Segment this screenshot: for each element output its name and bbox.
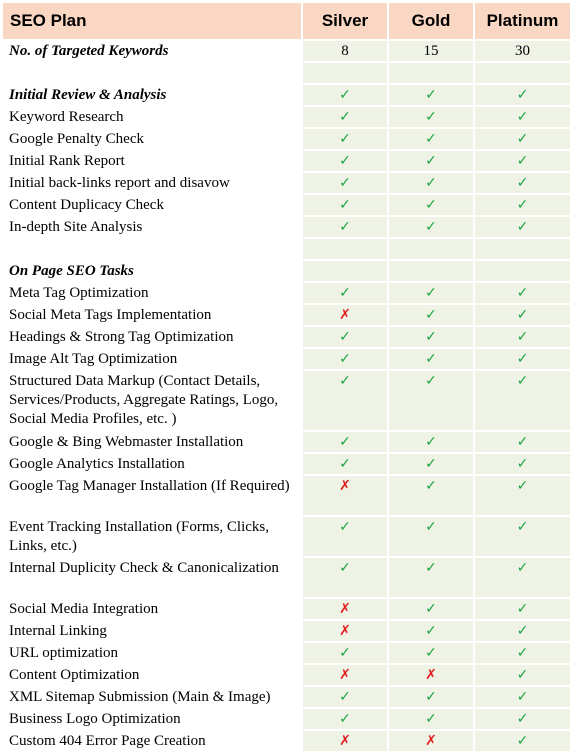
tier-cell-platinum bbox=[474, 730, 571, 752]
feature-row bbox=[2, 664, 571, 686]
check-icon: ✓ bbox=[516, 219, 529, 235]
cross-icon: ✗ bbox=[339, 733, 351, 749]
feature-label: Structured Data Markup (Contact Details, Services/Products, Aggregate Ratings, Logo, Social Media Profiles, etc. ) bbox=[2, 370, 302, 431]
check-icon: ✓ bbox=[339, 560, 351, 576]
check-icon: ✓ bbox=[516, 601, 529, 617]
tier-cell-silver bbox=[302, 516, 388, 557]
cross-icon: ✗ bbox=[339, 667, 351, 683]
check-icon: ✓ bbox=[425, 87, 437, 103]
spacer-row bbox=[2, 62, 571, 84]
tier-cell-gold bbox=[388, 664, 474, 686]
tier-cell-gold bbox=[388, 106, 474, 128]
tier-cell-gold bbox=[388, 62, 474, 84]
cross-icon: ✗ bbox=[339, 601, 351, 617]
tier-cell-gold bbox=[388, 304, 474, 326]
check-icon: ✓ bbox=[339, 197, 351, 213]
tier-cell-gold bbox=[388, 598, 474, 620]
feature-row bbox=[2, 708, 571, 730]
tier-cell-gold bbox=[388, 620, 474, 642]
tier-cell-gold bbox=[388, 150, 474, 172]
check-icon: ✓ bbox=[516, 153, 529, 169]
tier-cell-silver bbox=[302, 475, 388, 516]
feature-row bbox=[2, 557, 571, 598]
feature-row bbox=[2, 475, 571, 516]
check-icon: ✓ bbox=[425, 285, 437, 301]
tier-cell-silver bbox=[302, 557, 388, 598]
tier-cell-silver bbox=[302, 62, 388, 84]
feature-label: URL optimization bbox=[2, 642, 302, 664]
feature-label: Content Optimization bbox=[2, 664, 302, 686]
tier-cell-silver bbox=[302, 304, 388, 326]
tier-cell-platinum bbox=[474, 620, 571, 642]
check-icon: ✓ bbox=[516, 456, 529, 472]
section-title: Initial Review & Analysis bbox=[2, 84, 302, 106]
feature-row bbox=[2, 453, 571, 475]
feature-label: Google Tag Manager Installation (If Required) bbox=[2, 475, 302, 516]
tier-cell-gold bbox=[388, 216, 474, 238]
check-icon: ✓ bbox=[339, 689, 351, 705]
feature-label: Event Tracking Installation (Forms, Clicks, Links, etc.) bbox=[2, 516, 302, 557]
table-header bbox=[2, 2, 571, 40]
check-icon: ✓ bbox=[516, 733, 529, 749]
check-icon: ✓ bbox=[516, 175, 529, 191]
tier-cell-gold bbox=[388, 260, 474, 282]
check-icon: ✓ bbox=[339, 285, 351, 301]
tier-cell-silver bbox=[302, 642, 388, 664]
keyword-count-platinum: 30 bbox=[474, 40, 571, 62]
tier-cell-gold bbox=[388, 128, 474, 150]
tier-cell-platinum bbox=[474, 664, 571, 686]
tier-cell-platinum bbox=[474, 642, 571, 664]
check-icon: ✓ bbox=[516, 519, 529, 535]
tier-cell-gold bbox=[388, 194, 474, 216]
check-icon: ✓ bbox=[339, 456, 351, 472]
tier-cell-platinum bbox=[474, 453, 571, 475]
tier-cell-silver bbox=[302, 194, 388, 216]
check-icon: ✓ bbox=[425, 373, 437, 389]
seo-plan-heading: SEO Plan bbox=[2, 2, 302, 40]
tier-cell-gold bbox=[388, 730, 474, 752]
check-icon: ✓ bbox=[425, 645, 437, 661]
tier-cell-platinum bbox=[474, 62, 571, 84]
feature-row bbox=[2, 194, 571, 216]
check-icon: ✓ bbox=[425, 456, 437, 472]
check-icon: ✓ bbox=[425, 601, 437, 617]
tier-cell-silver bbox=[302, 686, 388, 708]
tier-cell-gold bbox=[388, 431, 474, 453]
feature-row bbox=[2, 348, 571, 370]
check-icon: ✓ bbox=[425, 623, 437, 639]
check-icon: ✓ bbox=[516, 478, 529, 494]
check-icon: ✓ bbox=[425, 329, 437, 345]
check-icon: ✓ bbox=[425, 478, 437, 494]
feature-label: Social Media Integration bbox=[2, 598, 302, 620]
tier-cell-gold bbox=[388, 84, 474, 106]
tier-cell-silver bbox=[302, 453, 388, 475]
feature-label: Initial back-links report and disavow bbox=[2, 172, 302, 194]
keyword-count-gold: 15 bbox=[388, 40, 474, 62]
tier-cell-gold bbox=[388, 172, 474, 194]
feature-row bbox=[2, 686, 571, 708]
tier-cell-platinum bbox=[474, 282, 571, 304]
check-icon: ✓ bbox=[516, 560, 529, 576]
check-icon: ✓ bbox=[339, 645, 351, 661]
check-icon: ✓ bbox=[425, 197, 437, 213]
tier-cell-silver bbox=[302, 598, 388, 620]
check-icon: ✓ bbox=[425, 434, 437, 450]
feature-row bbox=[2, 598, 571, 620]
check-icon: ✓ bbox=[516, 667, 529, 683]
cross-icon: ✗ bbox=[425, 667, 437, 683]
tier-cell-platinum bbox=[474, 348, 571, 370]
tier-cell-gold bbox=[388, 708, 474, 730]
tier-cell-silver bbox=[302, 128, 388, 150]
check-icon: ✓ bbox=[339, 329, 351, 345]
tier-cell-gold bbox=[388, 557, 474, 598]
feature-row bbox=[2, 516, 571, 557]
tier-cell-platinum bbox=[474, 708, 571, 730]
check-icon: ✓ bbox=[516, 689, 529, 705]
check-icon: ✓ bbox=[339, 373, 351, 389]
tier-cell-gold bbox=[388, 238, 474, 260]
check-icon: ✓ bbox=[516, 131, 529, 147]
feature-row bbox=[2, 150, 571, 172]
feature-label: No. of Targeted Keywords bbox=[2, 40, 302, 62]
section-row bbox=[2, 84, 571, 106]
check-icon: ✓ bbox=[425, 307, 437, 323]
tier-cell-platinum bbox=[474, 150, 571, 172]
tier-cell-platinum bbox=[474, 238, 571, 260]
feature-label: Image Alt Tag Optimization bbox=[2, 348, 302, 370]
feature-label: Content Duplicacy Check bbox=[2, 194, 302, 216]
tier-cell-platinum bbox=[474, 557, 571, 598]
check-icon: ✓ bbox=[516, 373, 529, 389]
tier-cell-platinum bbox=[474, 326, 571, 348]
check-icon: ✓ bbox=[425, 351, 437, 367]
spacer-cell bbox=[2, 238, 302, 260]
check-icon: ✓ bbox=[516, 351, 529, 367]
section-row bbox=[2, 260, 571, 282]
check-icon: ✓ bbox=[516, 434, 529, 450]
tier-cell-silver bbox=[302, 730, 388, 752]
tier-cell-silver bbox=[302, 84, 388, 106]
cross-icon: ✗ bbox=[339, 623, 351, 639]
table-body bbox=[2, 40, 571, 752]
tier-cell-silver bbox=[302, 708, 388, 730]
tier-cell-gold bbox=[388, 516, 474, 557]
tier-cell-platinum bbox=[474, 260, 571, 282]
check-icon: ✓ bbox=[425, 689, 437, 705]
tier-cell-silver bbox=[302, 238, 388, 260]
keyword-count-silver: 8 bbox=[302, 40, 388, 62]
tier-cell-platinum bbox=[474, 431, 571, 453]
feature-label: Internal Duplicity Check & Canonicalization bbox=[2, 557, 302, 598]
check-icon: ✓ bbox=[425, 219, 437, 235]
tier-cell-silver bbox=[302, 106, 388, 128]
tier-cell-silver bbox=[302, 431, 388, 453]
tier-cell-silver bbox=[302, 172, 388, 194]
check-icon: ✓ bbox=[339, 131, 351, 147]
feature-label: Google Analytics Installation bbox=[2, 453, 302, 475]
feature-row bbox=[2, 304, 571, 326]
cross-icon: ✗ bbox=[339, 307, 351, 323]
feature-label: Headings & Strong Tag Optimization bbox=[2, 326, 302, 348]
tier-cell-platinum bbox=[474, 84, 571, 106]
check-icon: ✓ bbox=[516, 285, 529, 301]
tier-cell-gold bbox=[388, 453, 474, 475]
tier-cell-silver bbox=[302, 216, 388, 238]
tier-heading-silver: Silver bbox=[302, 2, 388, 40]
feature-row bbox=[2, 730, 571, 752]
feature-label: Google Penalty Check bbox=[2, 128, 302, 150]
check-icon: ✓ bbox=[339, 219, 351, 235]
check-icon: ✓ bbox=[339, 109, 351, 125]
tier-cell-platinum bbox=[474, 475, 571, 516]
tier-cell-platinum bbox=[474, 172, 571, 194]
feature-label: In-depth Site Analysis bbox=[2, 216, 302, 238]
feature-row bbox=[2, 370, 571, 431]
feature-label: Custom 404 Error Page Creation bbox=[2, 730, 302, 752]
check-icon: ✓ bbox=[339, 153, 351, 169]
tier-cell-platinum bbox=[474, 194, 571, 216]
check-icon: ✓ bbox=[425, 131, 437, 147]
tier-cell-silver bbox=[302, 348, 388, 370]
check-icon: ✓ bbox=[425, 560, 437, 576]
tier-cell-gold bbox=[388, 326, 474, 348]
tier-cell-platinum bbox=[474, 128, 571, 150]
check-icon: ✓ bbox=[339, 175, 351, 191]
check-icon: ✓ bbox=[339, 519, 351, 535]
tier-cell-silver bbox=[302, 260, 388, 282]
tier-cell-gold bbox=[388, 348, 474, 370]
feature-row bbox=[2, 128, 571, 150]
tier-cell-platinum bbox=[474, 304, 571, 326]
tier-cell-gold bbox=[388, 686, 474, 708]
check-icon: ✓ bbox=[516, 307, 529, 323]
feature-label: Internal Linking bbox=[2, 620, 302, 642]
feature-row bbox=[2, 216, 571, 238]
feature-label: Initial Rank Report bbox=[2, 150, 302, 172]
feature-row bbox=[2, 106, 571, 128]
check-icon: ✓ bbox=[425, 711, 437, 727]
check-icon: ✓ bbox=[516, 711, 529, 727]
check-icon: ✓ bbox=[516, 197, 529, 213]
tier-cell-platinum bbox=[474, 516, 571, 557]
tier-cell-gold bbox=[388, 282, 474, 304]
tier-cell-gold bbox=[388, 475, 474, 516]
check-icon: ✓ bbox=[339, 351, 351, 367]
feature-label: Meta Tag Optimization bbox=[2, 282, 302, 304]
spacer-cell bbox=[2, 62, 302, 84]
feature-label: Google & Bing Webmaster Installation bbox=[2, 431, 302, 453]
tier-cell-silver bbox=[302, 282, 388, 304]
check-icon: ✓ bbox=[339, 711, 351, 727]
check-icon: ✓ bbox=[425, 175, 437, 191]
tier-cell-gold bbox=[388, 642, 474, 664]
feature-row bbox=[2, 620, 571, 642]
tier-cell-platinum bbox=[474, 216, 571, 238]
check-icon: ✓ bbox=[425, 153, 437, 169]
cross-icon: ✗ bbox=[339, 478, 351, 494]
tier-cell-silver bbox=[302, 150, 388, 172]
check-icon: ✓ bbox=[425, 109, 437, 125]
check-icon: ✓ bbox=[516, 329, 529, 345]
section-title: On Page SEO Tasks bbox=[2, 260, 302, 282]
feature-label: Keyword Research bbox=[2, 106, 302, 128]
check-icon: ✓ bbox=[516, 109, 529, 125]
seo-plan-table bbox=[2, 2, 571, 752]
feature-label: XML Sitemap Submission (Main & Image) bbox=[2, 686, 302, 708]
check-icon: ✓ bbox=[516, 645, 529, 661]
header-row bbox=[2, 2, 571, 40]
tier-cell-platinum bbox=[474, 106, 571, 128]
check-icon: ✓ bbox=[516, 623, 529, 639]
tier-cell-platinum bbox=[474, 686, 571, 708]
check-icon: ✓ bbox=[339, 87, 351, 103]
check-icon: ✓ bbox=[425, 519, 437, 535]
check-icon: ✓ bbox=[339, 434, 351, 450]
tier-cell-silver bbox=[302, 326, 388, 348]
keywords-row bbox=[2, 40, 571, 62]
feature-label: Business Logo Optimization bbox=[2, 708, 302, 730]
tier-cell-platinum bbox=[474, 598, 571, 620]
feature-row bbox=[2, 282, 571, 304]
tier-heading-platinum: Platinum bbox=[474, 2, 571, 40]
feature-row bbox=[2, 431, 571, 453]
spacer-row bbox=[2, 238, 571, 260]
tier-cell-silver bbox=[302, 620, 388, 642]
feature-row bbox=[2, 642, 571, 664]
feature-label: Social Meta Tags Implementation bbox=[2, 304, 302, 326]
tier-heading-gold: Gold bbox=[388, 2, 474, 40]
tier-cell-silver bbox=[302, 664, 388, 686]
cross-icon: ✗ bbox=[425, 733, 437, 749]
tier-cell-silver bbox=[302, 370, 388, 431]
tier-cell-platinum bbox=[474, 370, 571, 431]
feature-row bbox=[2, 172, 571, 194]
feature-row bbox=[2, 326, 571, 348]
tier-cell-gold bbox=[388, 370, 474, 431]
check-icon: ✓ bbox=[516, 87, 529, 103]
